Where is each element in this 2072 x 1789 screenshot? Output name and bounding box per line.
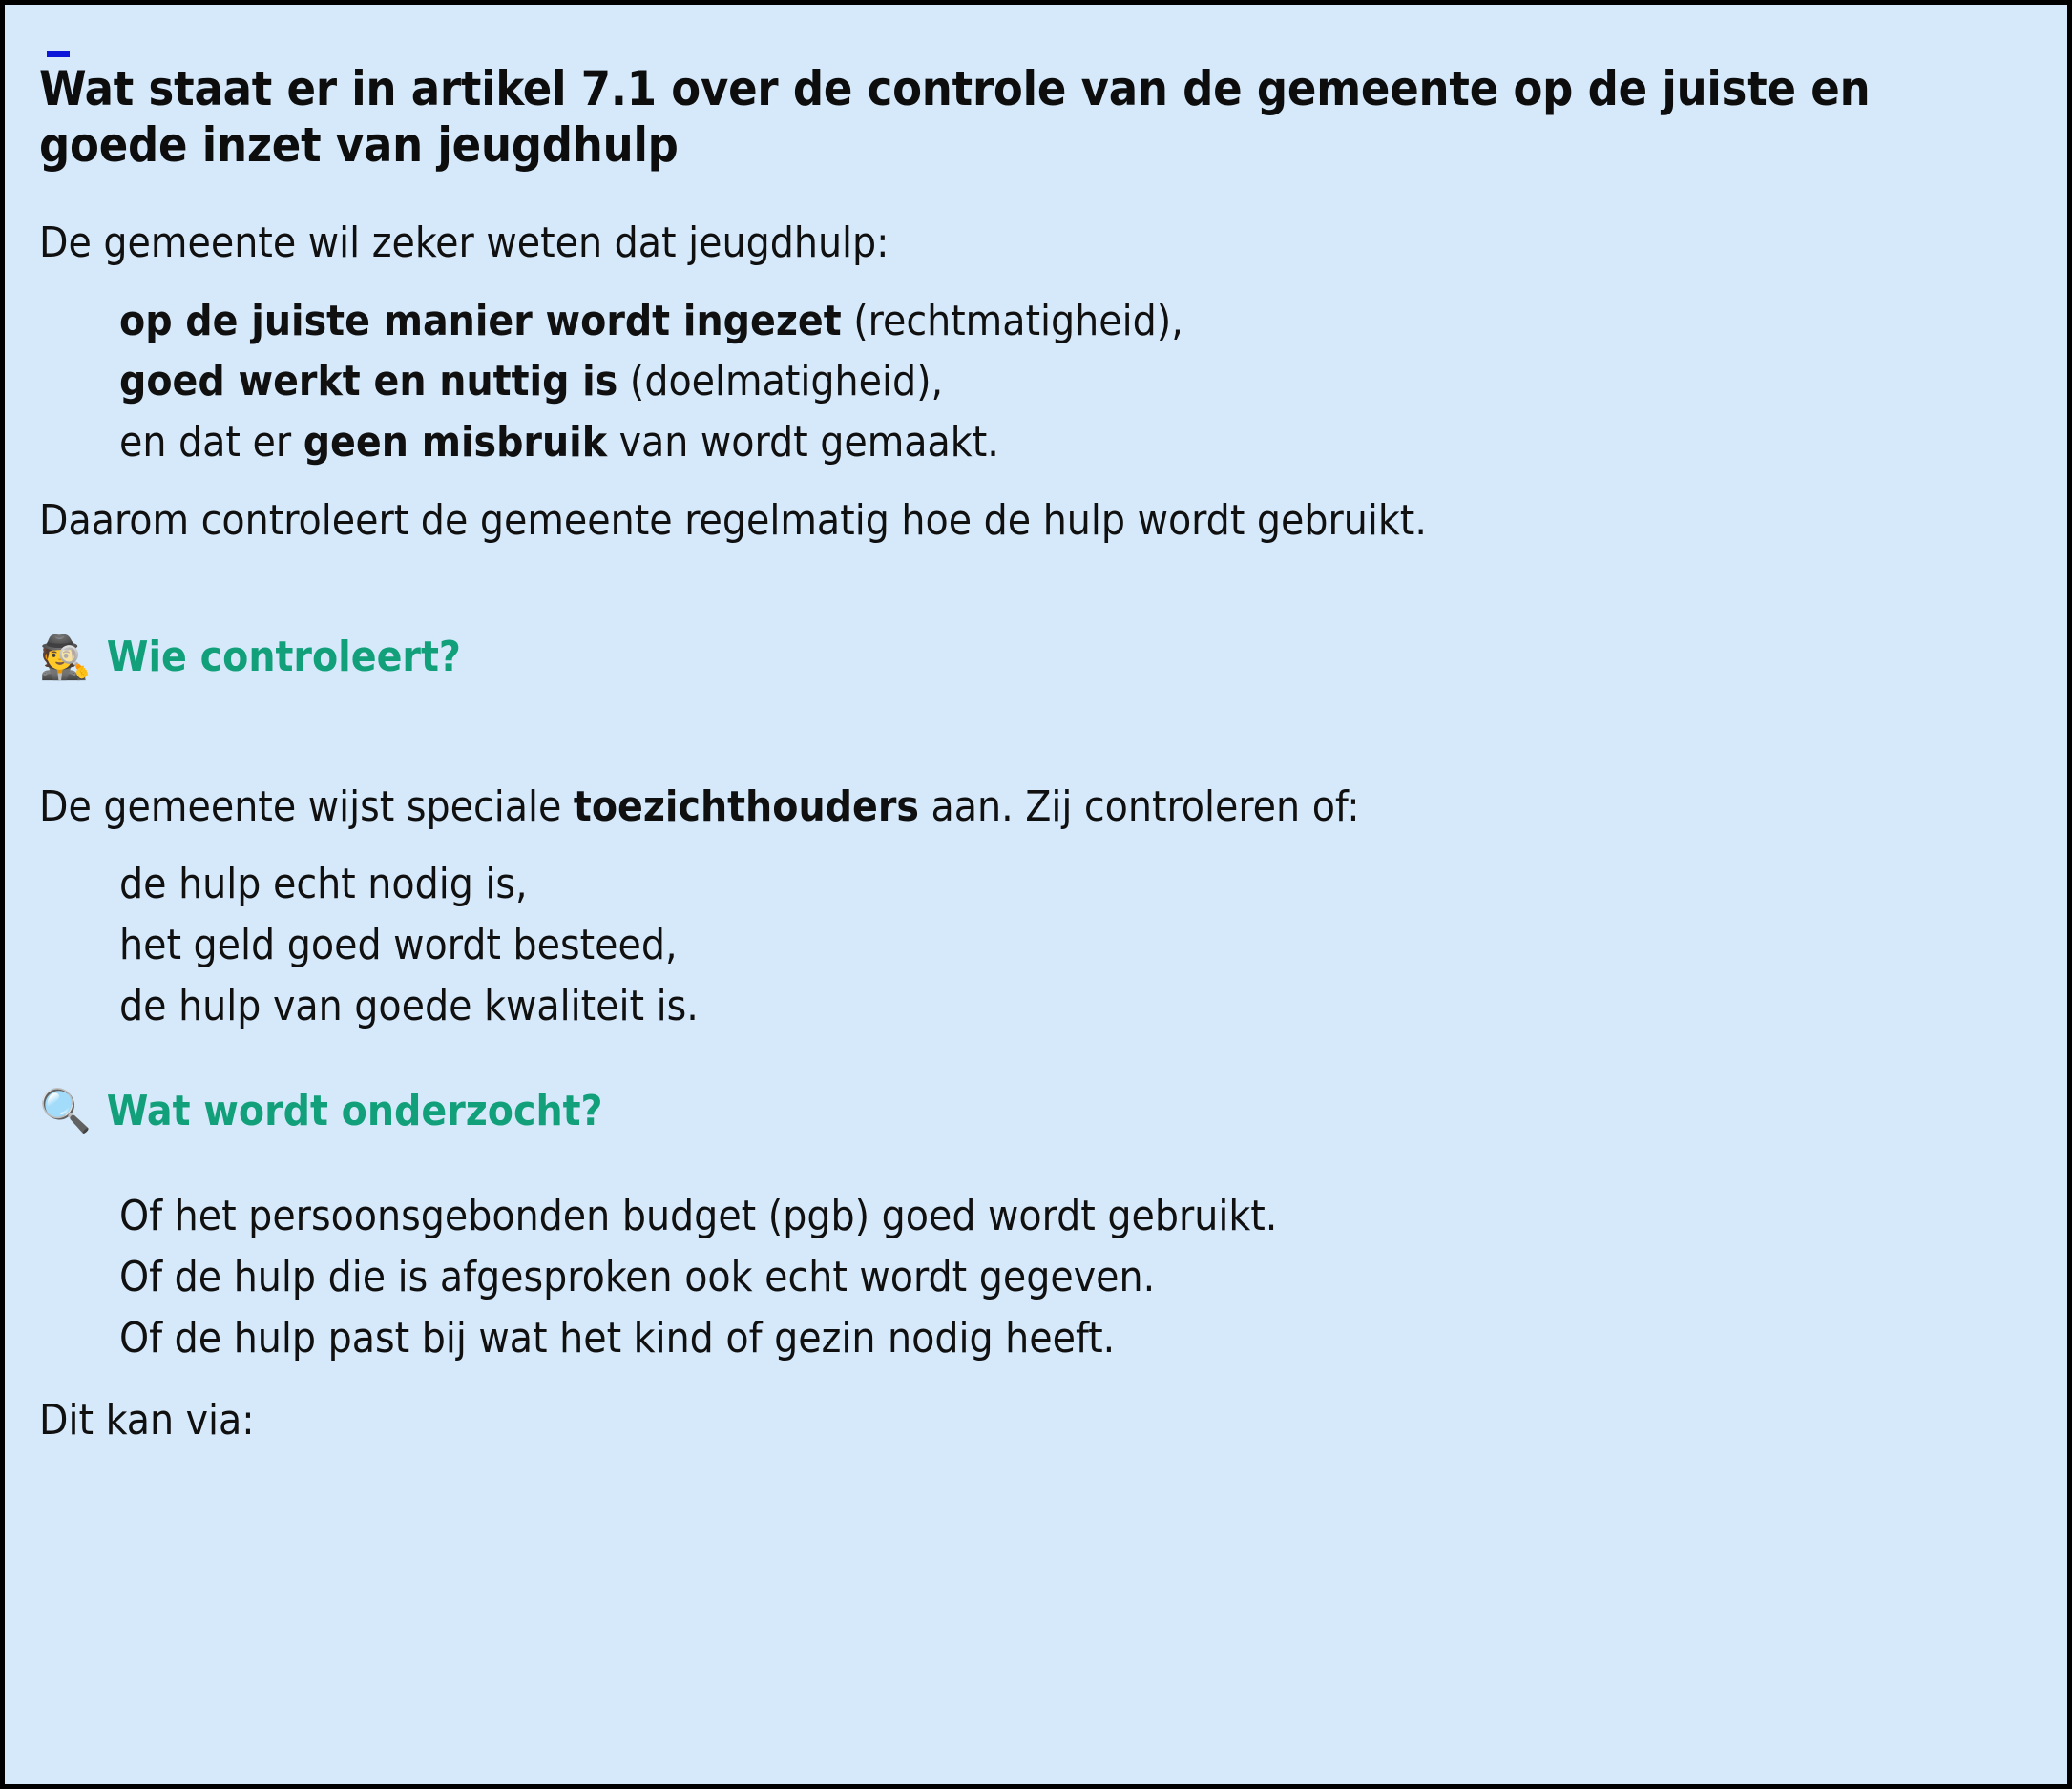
- list-item: Of de hulp past bij wat het kind of gezin nodig heeft.: [119, 1313, 1116, 1363]
- section-heading-who: [39, 634, 2023, 680]
- section-heading-what: [39, 1086, 2023, 1135]
- criteria-rest: (doelmatigheid),: [617, 357, 944, 406]
- page-title: Wat staat er in artikel 7.1 over de controle van de gemeente op de juiste en goede inzet van jeugdhulp: [39, 61, 1871, 173]
- criteria-list: [119, 291, 2023, 473]
- supervisors-rest: aan. Zij controleren of:: [918, 781, 1360, 831]
- spacer: [35, 173, 2023, 220]
- investigated-list: [119, 1186, 2023, 1368]
- list-item: [119, 412, 2023, 473]
- supervisors-paragraph: [39, 781, 2023, 831]
- spacer: [35, 473, 2023, 498]
- spacer: [35, 543, 2023, 634]
- criteria-bold: geen misbruik: [303, 418, 608, 468]
- list-item: het geld goed wordt besteed,: [119, 921, 678, 970]
- spacer: [35, 829, 2023, 854]
- section-heading-what-label: Wat wordt onderzocht?: [106, 1086, 603, 1135]
- list-item: [119, 351, 2023, 412]
- list-item: [119, 291, 2023, 352]
- list-item: Of de hulp die is afgesproken ook echt wordt gegeven.: [119, 1252, 1156, 1301]
- supervisors-lead: De gemeente wijst speciale: [39, 781, 574, 831]
- detective-icon: 🕵️: [39, 633, 92, 682]
- criteria-bold: goed werkt en nuttig is: [119, 357, 618, 406]
- supervisors-bold: toezichthouders: [573, 781, 919, 831]
- section-heading-who-label: Wie controleert?: [106, 633, 461, 682]
- criteria-bold: op de juiste manier wordt ingezet: [119, 296, 842, 345]
- list-item: de hulp echt nodig is,: [119, 860, 528, 909]
- criteria-rest: van wordt gemaakt.: [607, 418, 999, 468]
- checks-list: [119, 854, 2023, 1036]
- blue-dash-marker: [47, 51, 70, 57]
- criteria-lead: en dat er: [119, 418, 303, 468]
- spacer: [35, 1037, 2023, 1089]
- spacer: [35, 266, 2023, 291]
- magnifying-glass-icon: 🔍: [39, 1086, 92, 1135]
- closing-paragraph: Daarom controleert de gemeente regelmatig hoe de hulp wordt gebruikt.: [39, 495, 1427, 545]
- spacer: [35, 1369, 2023, 1398]
- list-item: Of het persoonsgebonden budget (pgb) goed wordt gebruikt.: [119, 1192, 1278, 1241]
- spacer: [35, 681, 2023, 784]
- criteria-rest: (rechtmatigheid),: [841, 296, 1183, 345]
- spacer: [35, 1134, 2023, 1186]
- list-item: de hulp van goede kwaliteit is.: [119, 981, 699, 1030]
- intro-paragraph: De gemeente wil zeker weten dat jeugdhulp:: [39, 218, 889, 267]
- footer-paragraph: Dit kan via:: [39, 1395, 255, 1445]
